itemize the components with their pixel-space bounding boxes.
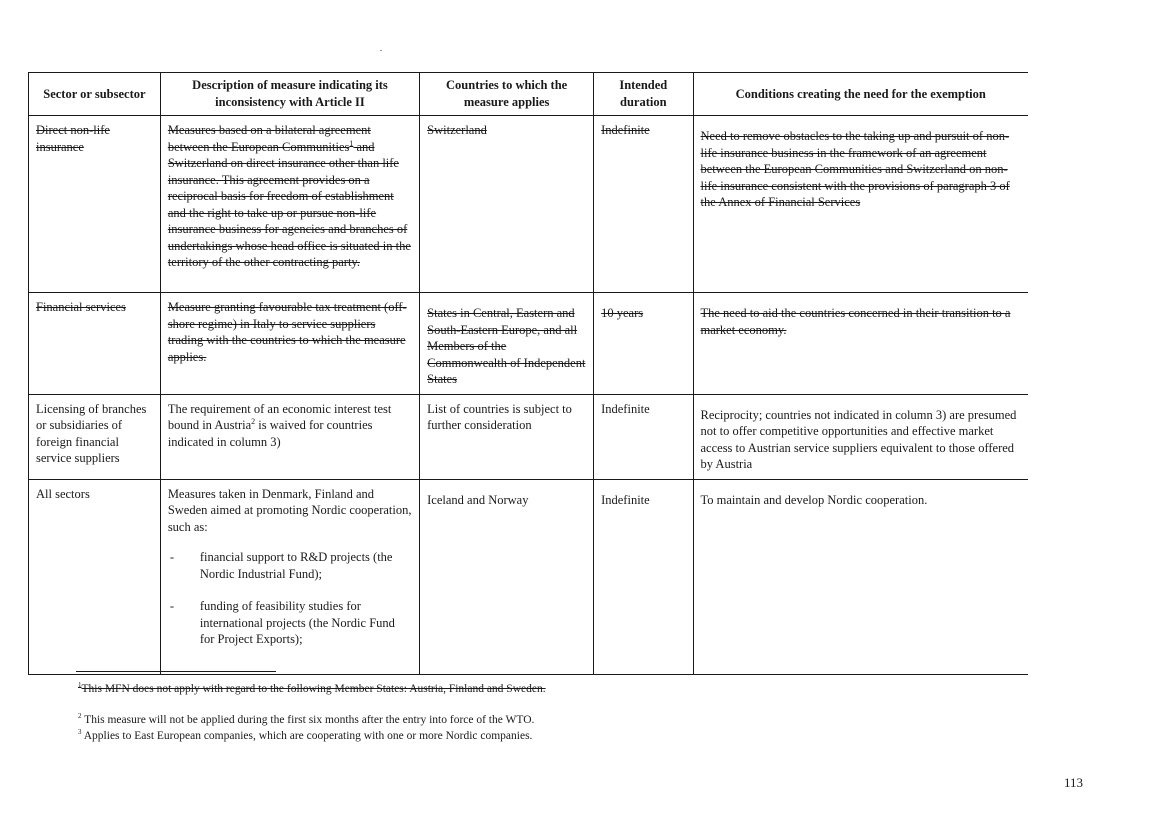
footnote-mark: 1: [78, 681, 82, 690]
footnote-separator: [76, 671, 276, 672]
footnote-ref: 2: [251, 416, 256, 426]
table-row: [29, 479, 1029, 674]
header-countries: Countries to which the measure applies: [420, 73, 594, 116]
cell-sector: Direct non-life insurance: [29, 116, 161, 293]
header-description: Description of measure indicating its inconsistency with Article II: [160, 73, 419, 116]
cell-description: [160, 479, 419, 674]
table-row: [29, 116, 1029, 293]
cell-countries: Iceland and Norway: [420, 479, 594, 674]
cell-description: [160, 394, 419, 479]
footnote-2: [78, 713, 534, 727]
list-item: [168, 598, 412, 648]
measures-list: [168, 549, 412, 648]
footnote-3: [78, 729, 532, 743]
list-item-text: funding of feasibility studies for international projects (the Nordic Fund for Project Exports);: [199, 599, 395, 646]
description-text: Measures taken in Denmark, Finland and Sweden aimed at promoting Nordic cooperation, such as:: [167, 486, 412, 534]
footnote-text: This MFN does not apply with regard to the following Member States: Austria, Finland and Sweden.: [81, 683, 546, 695]
footnote-ref: 1: [349, 138, 354, 148]
footnote-text: Applies to East European companies, which are cooperating with one or more Nordic companies.: [83, 730, 533, 742]
cell-conditions: To maintain and develop Nordic cooperation.: [693, 479, 1028, 674]
footnote-mark: 3: [78, 728, 82, 737]
list-item-text: financial support to R&D projects (the Nordic Industrial Fund);: [199, 550, 393, 581]
footnote-text: This measure will not be applied during the first six months after the entry into force of the WTO.: [84, 714, 535, 726]
exemptions-table: [28, 72, 1028, 675]
cell-conditions: Need to remove obstacles to the taking up and pursuit of non-life insurance business in the framework of an agreement between the European Communities and Switzerland on non-life insurance consistent with the provisions of paragraph 3 of the Annex of Financial Services: [693, 116, 1028, 293]
description-text-cont: and Switzerland on direct insurance other than life insurance. This agreement provides on a reciprocal basis for freedom of establishment and the right to take up or pursue non-life insurance business for agencies and branches of undertakings whose head office is situated in the territory of the other contracting party.: [167, 139, 411, 269]
table-row: [29, 293, 1029, 395]
cell-sector: Financial services: [29, 293, 161, 395]
scan-speck: [380, 50, 382, 51]
description-text-cont: is waived for countries indicated in column 3): [167, 418, 373, 449]
page-number: 113: [1064, 775, 1084, 790]
footnote-1: [78, 682, 546, 696]
cell-description: Measure granting favourable tax treatment (off-shore regime) in Italy to service suppliers trading with the countries to which the measure applies.: [160, 293, 419, 395]
cell-duration: Indefinite: [594, 116, 693, 293]
list-dash: -: [169, 599, 174, 613]
cell-duration: Indefinite: [594, 394, 693, 479]
cell-sector: Licensing of branches or subsidiaries of foreign financial service suppliers: [29, 394, 161, 479]
table-header-row: [29, 73, 1029, 116]
cell-sector: All sectors: [29, 479, 161, 674]
cell-countries: Switzerland: [420, 116, 594, 293]
cell-countries: States in Central, Eastern and South-Eastern Europe, and all Members of the Commonwealth of Independent States: [420, 293, 594, 395]
list-dash: -: [169, 550, 174, 564]
header-duration: Intended duration: [594, 73, 693, 116]
cell-conditions: The need to aid the countries concerned in their transition to a market economy.: [693, 293, 1028, 395]
table-row: [29, 394, 1029, 479]
cell-description: [160, 116, 419, 293]
description-text: Measures based on a bilateral agreement between the European Communities: [167, 123, 371, 154]
footnote-mark: 2: [78, 712, 82, 721]
cell-duration: Indefinite: [594, 479, 693, 674]
header-conditions: Conditions creating the need for the exemption: [693, 73, 1028, 116]
list-item: [168, 549, 412, 582]
header-sector: Sector or subsector: [29, 73, 161, 116]
cell-duration: 10 years: [594, 293, 693, 395]
cell-conditions: Reciprocity; countries not indicated in column 3) are presumed not to offer competitive opportunities and effective market access to Austrian service suppliers equivalent to those offered by Austria: [693, 394, 1028, 479]
description-text: The requirement of an economic interest test bound in Austria: [167, 401, 392, 432]
cell-countries: List of countries is subject to further consideration: [420, 394, 594, 479]
